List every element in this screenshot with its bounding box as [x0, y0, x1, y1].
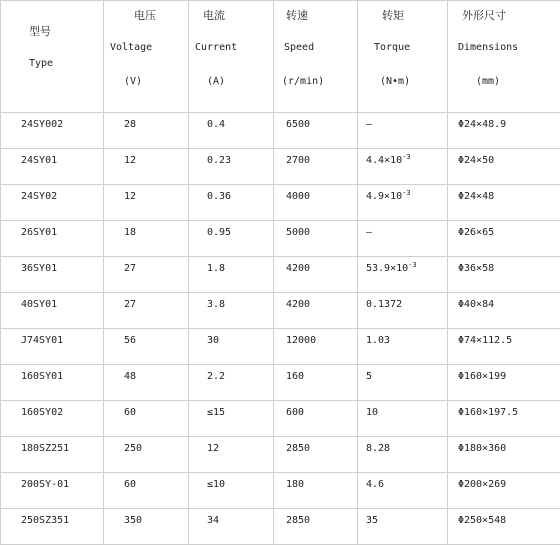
- header-speed: [274, 1, 358, 113]
- cell-current: [189, 509, 274, 545]
- table-row: [1, 437, 560, 473]
- cell-torque-value: 4.6: [366, 479, 384, 490]
- cell-current-value: 1.8: [207, 263, 225, 274]
- cell-speed-value: 4200: [286, 263, 310, 274]
- cell-torque-exponent: -3: [408, 261, 416, 269]
- header-torque-en: Torque: [374, 42, 410, 53]
- header-current-cn: 电流: [203, 7, 225, 23]
- table-row: [1, 113, 560, 149]
- header-torque-unit: (N•m): [380, 76, 410, 87]
- header-row: [1, 1, 560, 113]
- cell-current-value: 34: [207, 515, 219, 526]
- table-row: [1, 257, 560, 293]
- cell-torque-value: 1.03: [366, 335, 390, 346]
- cell-speed-value: 2850: [286, 443, 310, 454]
- cell-speed: [274, 149, 358, 185]
- header-type-en: Type: [29, 58, 53, 69]
- cell-voltage-value: 18: [124, 227, 136, 238]
- cell-current-value: ≤15: [207, 407, 225, 418]
- cell-voltage: [104, 293, 189, 329]
- cell-torque-value: 35: [366, 515, 378, 526]
- cell-current: [189, 113, 274, 149]
- cell-torque: [358, 509, 448, 545]
- cell-speed: [274, 113, 358, 149]
- cell-speed: [274, 257, 358, 293]
- cell-current: [189, 185, 274, 221]
- table-row: [1, 401, 560, 437]
- cell-dimensions: [448, 185, 560, 221]
- cell-speed-value: 600: [286, 407, 304, 418]
- cell-dimensions-value: Φ200×269: [458, 479, 506, 490]
- header-voltage-en: Voltage: [110, 42, 152, 53]
- cell-type-value: 250SZ351: [21, 515, 69, 526]
- cell-speed-value: 12000: [286, 335, 316, 346]
- table-row: [1, 365, 560, 401]
- cell-current-value: 0.95: [207, 227, 231, 238]
- cell-torque: [358, 437, 448, 473]
- header-speed-unit: (r/min): [282, 76, 324, 87]
- cell-dimensions: [448, 293, 560, 329]
- header-current: [189, 1, 274, 113]
- cell-torque-value: —: [366, 119, 372, 130]
- header-type-cn: 型号: [29, 23, 51, 39]
- cell-torque-value: 53.9×10: [366, 263, 408, 274]
- cell-torque: [358, 221, 448, 257]
- cell-torque-value: 4.9×10: [366, 191, 402, 202]
- header-torque-cn: 转矩: [382, 7, 404, 23]
- header-voltage-cn: 电压: [134, 7, 156, 23]
- cell-type: [1, 149, 104, 185]
- cell-type-value: 24SY002: [21, 119, 63, 130]
- cell-type: [1, 185, 104, 221]
- table-row: [1, 221, 560, 257]
- cell-current-value: 0.4: [207, 119, 225, 130]
- cell-dimensions: [448, 257, 560, 293]
- cell-voltage: [104, 401, 189, 437]
- cell-current-value: 0.23: [207, 155, 231, 166]
- cell-speed: [274, 185, 358, 221]
- cell-torque: [358, 293, 448, 329]
- header-dimensions-en: Dimensions: [458, 42, 518, 53]
- cell-voltage: [104, 149, 189, 185]
- cell-current-value: 3.8: [207, 299, 225, 310]
- cell-speed-value: 4000: [286, 191, 310, 202]
- cell-type-value: 26SY01: [21, 227, 57, 238]
- cell-torque-value: 5: [366, 371, 372, 382]
- cell-type: [1, 113, 104, 149]
- cell-voltage-value: 60: [124, 479, 136, 490]
- cell-voltage: [104, 509, 189, 545]
- header-speed-en: Speed: [284, 42, 314, 53]
- cell-type: [1, 509, 104, 545]
- cell-speed: [274, 401, 358, 437]
- cell-dimensions: [448, 149, 560, 185]
- cell-type: [1, 293, 104, 329]
- cell-type-value: J74SY01: [21, 335, 63, 346]
- header-current-unit: (A): [207, 76, 225, 87]
- cell-current: [189, 221, 274, 257]
- cell-dimensions: [448, 473, 560, 509]
- cell-type: [1, 437, 104, 473]
- cell-current: [189, 365, 274, 401]
- cell-current-value: 30: [207, 335, 219, 346]
- cell-torque-exponent: -3: [402, 189, 410, 197]
- cell-voltage-value: 12: [124, 191, 136, 202]
- cell-torque: [358, 401, 448, 437]
- cell-type-value: 24SY01: [21, 155, 57, 166]
- cell-torque-exponent: -3: [402, 153, 410, 161]
- cell-torque: [358, 365, 448, 401]
- cell-dimensions-value: Φ24×48: [458, 191, 494, 202]
- header-voltage: [104, 1, 189, 113]
- table-row: [1, 149, 560, 185]
- cell-dimensions: [448, 401, 560, 437]
- cell-type-value: 200SY-01: [21, 479, 69, 490]
- cell-dimensions-value: Φ40×84: [458, 299, 494, 310]
- cell-torque: [358, 113, 448, 149]
- cell-current-value: 12: [207, 443, 219, 454]
- cell-type-value: 160SY01: [21, 371, 63, 382]
- cell-torque-value: 8.28: [366, 443, 390, 454]
- cell-type-value: 40SY01: [21, 299, 57, 310]
- cell-voltage-value: 12: [124, 155, 136, 166]
- cell-current-value: ≤10: [207, 479, 225, 490]
- header-current-en: Current: [195, 42, 237, 53]
- header-dimensions-unit: (mm): [476, 76, 500, 87]
- header-speed-cn: 转速: [286, 7, 308, 23]
- cell-voltage: [104, 365, 189, 401]
- cell-speed-value: 2850: [286, 515, 310, 526]
- header-type: [1, 1, 104, 113]
- cell-speed: [274, 437, 358, 473]
- cell-type-value: 180SZ251: [21, 443, 69, 454]
- cell-dimensions: [448, 329, 560, 365]
- cell-dimensions-value: Φ250×548: [458, 515, 506, 526]
- table-row: [1, 185, 560, 221]
- cell-speed: [274, 509, 358, 545]
- cell-voltage-value: 60: [124, 407, 136, 418]
- cell-dimensions-value: Φ180×360: [458, 443, 506, 454]
- cell-speed-value: 6500: [286, 119, 310, 130]
- cell-voltage: [104, 257, 189, 293]
- cell-dimensions-value: Φ26×65: [458, 227, 494, 238]
- cell-voltage: [104, 437, 189, 473]
- cell-torque: [358, 149, 448, 185]
- cell-voltage-value: 28: [124, 119, 136, 130]
- cell-dimensions-value: Φ24×50: [458, 155, 494, 166]
- cell-type-value: 24SY02: [21, 191, 57, 202]
- cell-type: [1, 329, 104, 365]
- cell-voltage-value: 350: [124, 515, 142, 526]
- cell-voltage-value: 48: [124, 371, 136, 382]
- cell-current: [189, 293, 274, 329]
- cell-speed: [274, 221, 358, 257]
- cell-dimensions: [448, 437, 560, 473]
- cell-voltage: [104, 113, 189, 149]
- cell-speed-value: 4200: [286, 299, 310, 310]
- table-row: [1, 509, 560, 545]
- header-torque: [358, 1, 448, 113]
- cell-voltage: [104, 185, 189, 221]
- cell-voltage: [104, 329, 189, 365]
- cell-speed-value: 2700: [286, 155, 310, 166]
- cell-type: [1, 221, 104, 257]
- cell-speed-value: 180: [286, 479, 304, 490]
- header-voltage-unit: (V): [124, 76, 142, 87]
- cell-dimensions-value: Φ160×199: [458, 371, 506, 382]
- table-row: [1, 293, 560, 329]
- cell-speed: [274, 473, 358, 509]
- cell-torque: [358, 329, 448, 365]
- cell-speed: [274, 293, 358, 329]
- cell-current: [189, 257, 274, 293]
- cell-dimensions-value: Φ24×48.9: [458, 119, 506, 130]
- table-row: [1, 473, 560, 509]
- cell-current: [189, 473, 274, 509]
- cell-voltage: [104, 221, 189, 257]
- cell-voltage-value: 27: [124, 263, 136, 274]
- cell-dimensions-value: Φ36×58: [458, 263, 494, 274]
- cell-dimensions-value: Φ74×112.5: [458, 335, 512, 346]
- cell-torque-value: 10: [366, 407, 378, 418]
- cell-current: [189, 401, 274, 437]
- cell-speed-value: 160: [286, 371, 304, 382]
- cell-current: [189, 149, 274, 185]
- cell-type: [1, 401, 104, 437]
- cell-speed-value: 5000: [286, 227, 310, 238]
- cell-speed: [274, 329, 358, 365]
- cell-voltage-value: 27: [124, 299, 136, 310]
- cell-current-value: 0.36: [207, 191, 231, 202]
- cell-torque-value: 4.4×10: [366, 155, 402, 166]
- header-dimensions: [448, 1, 560, 113]
- cell-dimensions: [448, 221, 560, 257]
- cell-torque-value: —: [366, 227, 372, 238]
- cell-torque-value: 0.1372: [366, 299, 402, 310]
- table-row: [1, 329, 560, 365]
- cell-dimensions: [448, 509, 560, 545]
- cell-type: [1, 257, 104, 293]
- cell-voltage-value: 250: [124, 443, 142, 454]
- cell-voltage: [104, 473, 189, 509]
- cell-current: [189, 329, 274, 365]
- cell-type-value: 160SY02: [21, 407, 63, 418]
- cell-type: [1, 473, 104, 509]
- cell-type: [1, 365, 104, 401]
- cell-current-value: 2.2: [207, 371, 225, 382]
- cell-voltage-value: 56: [124, 335, 136, 346]
- cell-torque: [358, 185, 448, 221]
- cell-dimensions: [448, 365, 560, 401]
- cell-torque: [358, 473, 448, 509]
- cell-dimensions-value: Φ160×197.5: [458, 407, 518, 418]
- cell-torque: [358, 257, 448, 293]
- header-dimensions-cn: 外形尺寸: [462, 7, 506, 23]
- cell-current: [189, 437, 274, 473]
- cell-dimensions: [448, 113, 560, 149]
- cell-speed: [274, 365, 358, 401]
- cell-type-value: 36SY01: [21, 263, 57, 274]
